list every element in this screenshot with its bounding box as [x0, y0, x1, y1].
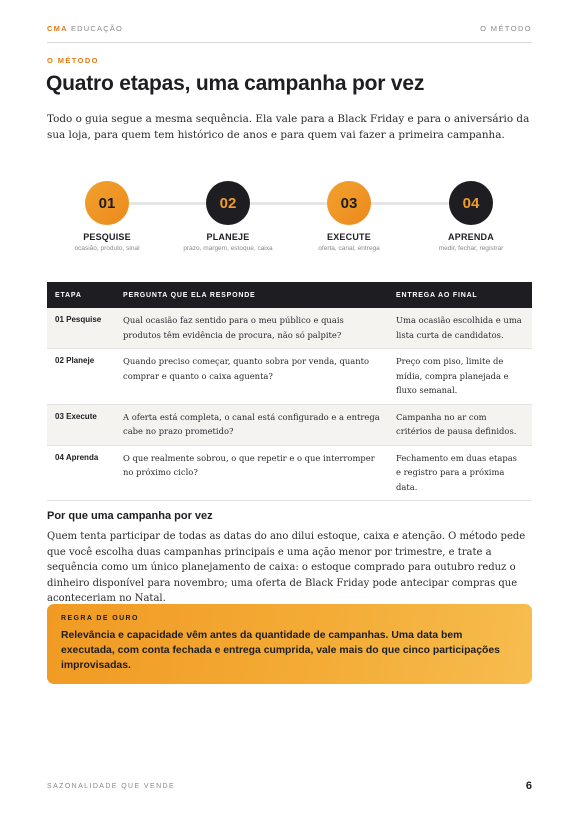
steps-table [47, 282, 532, 501]
table-row [47, 404, 532, 445]
step-description: medir, fechar, registrar [438, 245, 504, 252]
step-description: ocasião, produto, sinal [74, 245, 140, 252]
brand-suffix: EDUCAÇÃO [70, 24, 124, 33]
step-description: prazo, margem, estoque, caixa [183, 245, 273, 252]
brand-name: CMA [47, 24, 68, 33]
footer-title: SAZONALIDADE QUE VENDE [47, 783, 176, 790]
cell-pergunta: O que realmente sobrou, o que repetir e o que interromper no próximo ciclo? [115, 445, 388, 501]
cell-pergunta: A oferta está completa, o canal está configurado e a entrega cabe no prazo prometido? [115, 404, 388, 445]
cell-pergunta: Quando preciso começar, quanto sobra por venda, quanto comprar e quanto o caixa aguenta? [115, 349, 388, 405]
table-row [47, 445, 532, 501]
cell-entrega: Preço com piso, limite de mídia, compra planejada e fluxo semanal. [388, 349, 532, 405]
column-header-pergunta: PERGUNTA QUE ELA RESPONDE [115, 282, 388, 308]
column-header-etapa: ETAPA [47, 282, 115, 308]
cell-etapa: 01 Pesquise [47, 308, 115, 349]
column-header-entrega: ENTREGA AO FINAL [388, 282, 532, 308]
step-number-badge: 04 [449, 181, 493, 225]
cell-etapa: 03 Execute [47, 404, 115, 445]
step-aprenda [411, 181, 531, 252]
step-name: EXECUTE [327, 232, 371, 242]
step-pesquise [47, 181, 167, 252]
why-paragraph: Quem tenta participar de todas as datas do ano dilui estoque, caixa e atenção. O método pede que você escolha duas campanhas principais e uma ação menor por trimestre, e trate a sequência como um único planejamento de caixa: o estoque comprado para outubro reduz o dinheiro disponível para novembro; uma oferta de Black Friday pode antecipar compras que aconteceriam no Natal. [47, 531, 526, 604]
page-number: 6 [525, 780, 532, 792]
header-brand [47, 24, 123, 33]
step-name: APRENDA [448, 232, 494, 242]
why-heading: Por que uma campanha por vez [47, 510, 213, 522]
callout-kicker: REGRA DE OURO [61, 615, 139, 622]
page-title: Quatro etapas, uma campanha por vez [46, 72, 425, 95]
step-number-badge: 02 [206, 181, 250, 225]
table-row [47, 308, 532, 349]
table-header-row [47, 282, 532, 308]
step-name: PESQUISE [83, 232, 131, 242]
cell-etapa: 02 Planeje [47, 349, 115, 405]
section-kicker: O MÉTODO [47, 56, 99, 65]
steps-timeline [47, 181, 532, 261]
step-execute [289, 181, 409, 252]
step-number-badge: 03 [327, 181, 371, 225]
intro-paragraph: Todo o guia segue a mesma sequência. Ela vale para a Black Friday e para o aniversário da sua loja, para quem tem histórico de anos e para quem vai fazer a primeira campanha. [47, 113, 530, 141]
cell-entrega: Uma ocasião escolhida e uma lista curta de candidatos. [388, 308, 532, 349]
step-description: oferta, canal, entrega [318, 245, 380, 252]
callout-text: Relevância e capacidade vêm antes da quantidade de campanhas. Uma data bem executada, com conta fechada e entrega cumprida, vale mais do que cinco participações improvisadas. [61, 630, 500, 671]
golden-rule-callout [47, 604, 532, 684]
cell-pergunta: Qual ocasião faz sentido para o meu público e quais produtos têm evidência de procura, não só palpite? [115, 308, 388, 349]
cell-etapa: 04 Aprenda [47, 445, 115, 501]
step-name: PLANEJE [206, 232, 250, 242]
header-section: O MÉTODO [480, 24, 532, 33]
step-planeje [168, 181, 288, 252]
cell-entrega: Fechamento em duas etapas e registro para a próxima data. [388, 445, 532, 501]
step-number-badge: 01 [85, 181, 129, 225]
table-row [47, 349, 532, 405]
cell-entrega: Campanha no ar com critérios de pausa definidos. [388, 404, 532, 445]
page-header [47, 24, 532, 43]
